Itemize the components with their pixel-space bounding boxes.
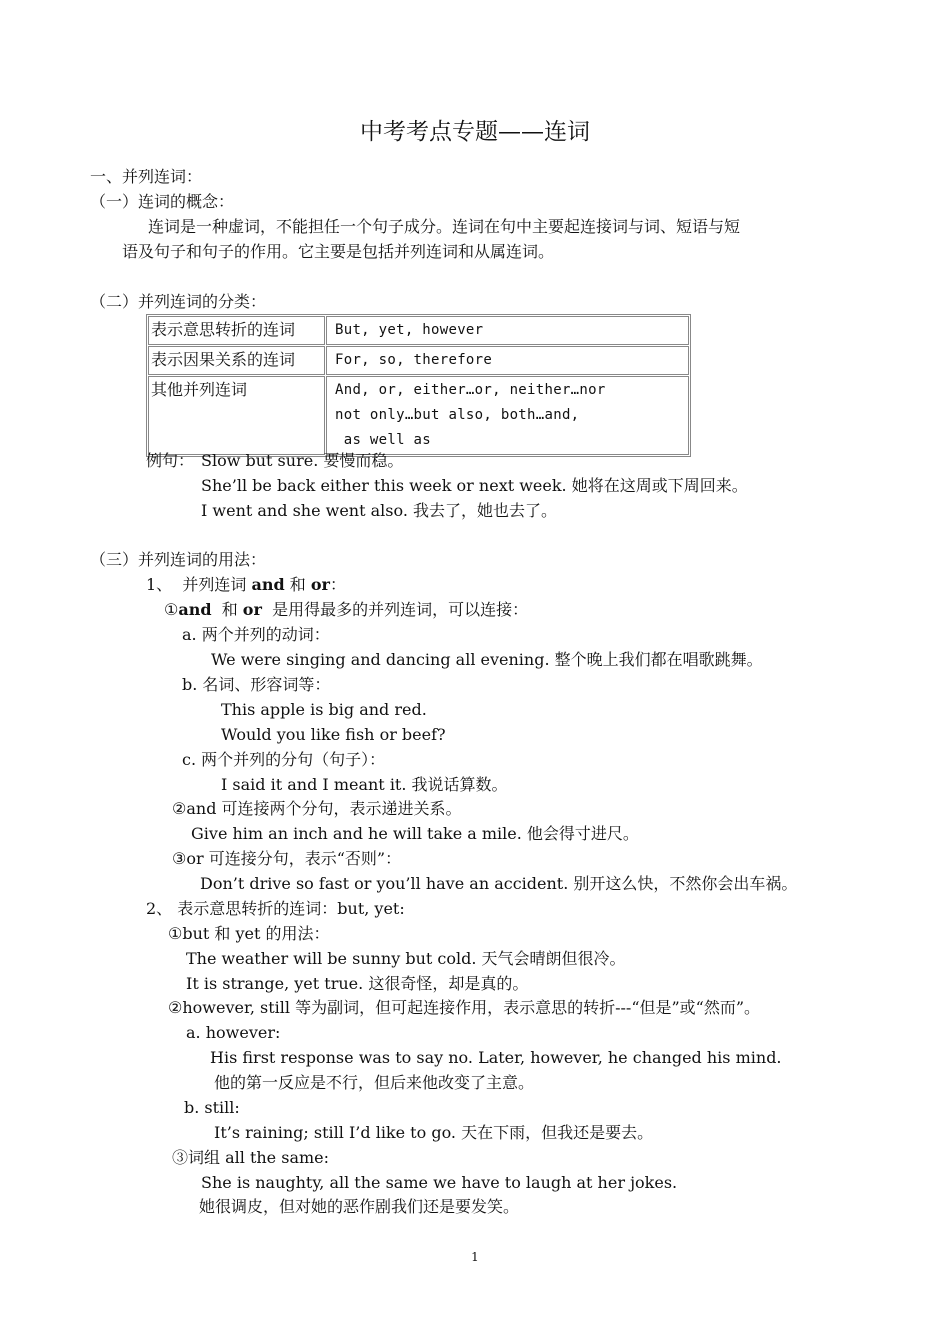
usage-point-2c-example-1: She is naughty, all the same we have to laugh at her jokes. xyxy=(201,1173,678,1192)
item-however-example-1: His first response was to say no. Later, however, he changed his mind. xyxy=(210,1048,782,1067)
subsection-heading-usage: （三）并列连词的用法： xyxy=(90,550,267,569)
item-b-label: b. 名词、形容词等： xyxy=(182,675,331,694)
usage-point-2c-example-2: 她很调皮，但对她的恶作剧我们还是要发笑。 xyxy=(199,1197,520,1216)
usage-point-1b-example: Give him an inch and he will take a mile. 他会得寸进尺。 xyxy=(191,824,639,843)
usage-point-1a: ①and 和 or 是用得最多的并列连词，可以连接： xyxy=(164,600,529,619)
item-however-label: a. however: xyxy=(186,1023,281,1042)
table-word-line: not only…but also, both…and, xyxy=(335,407,580,423)
item-c-label: c. 两个并列的分句（句子）： xyxy=(182,750,386,769)
usage-point-2a-example-2: It is strange, yet true. 这很奇怪，却是真的。 xyxy=(186,974,529,993)
example-sentence-2: She’ll be back either this week or next week. 她将在这周或下周回来。 xyxy=(201,476,748,495)
item-however-example-2: 他的第一反应是不行，但后来他改变了主意。 xyxy=(214,1073,535,1092)
usage-point-1: 1、 并列连词 and 和 or： xyxy=(146,575,346,594)
example-sentence-3: I went and she went also. 我去了，她也去了。 xyxy=(201,501,558,520)
usage-point-1c: ③or 可连接分句，表示“否则”： xyxy=(172,849,402,868)
item-a-label: a. 两个并列的动词： xyxy=(182,625,330,644)
subsection-heading-concept: （一）连词的概念： xyxy=(90,192,235,211)
conjunction-classification-table xyxy=(146,314,691,457)
item-c-example: I said it and I meant it. 我说话算数。 xyxy=(221,775,508,794)
item-still-label: b. still: xyxy=(184,1098,240,1117)
item-b-example-1: This apple is big and red. xyxy=(221,700,427,719)
table-row xyxy=(148,376,689,455)
example-sentence-1: Slow but sure. 要慢而稳。 xyxy=(201,451,404,470)
table-cell-category: 其他并列连词 xyxy=(148,376,325,455)
table-word-line: But, yet, however xyxy=(335,322,484,338)
example-label: 例句： xyxy=(146,451,195,470)
usage-point-2b: ②however, still 等为副词，但可起连接作用，表示意思的转折---“但是”或“然而”。 xyxy=(168,998,761,1017)
table-cell-category: 表示因果关系的连词 xyxy=(148,346,325,375)
item-a-example: We were singing and dancing all evening. 整个晚上我们都在唱歌跳舞。 xyxy=(211,650,763,669)
table-row xyxy=(148,316,689,345)
usage-point-1c-example: Don’t drive so fast or you’ll have an accident. 别开这么快，不然你会出车祸。 xyxy=(200,874,798,893)
concept-text-line-1: 连词是一种虚词，不能担任一个句子成分。连词在句中主要起连接词与词、短语与短 xyxy=(148,217,741,236)
item-still-example: It’s raining; still I’d like to go. 天在下雨，但我还是要去。 xyxy=(214,1123,654,1142)
usage-point-2a-example-1: The weather will be sunny but cold. 天气会晴朗但很冷。 xyxy=(186,949,626,968)
usage-point-1b: ②and 可连接两个分句，表示递进关系。 xyxy=(172,799,462,818)
table-word-line: For, so, therefore xyxy=(335,352,493,368)
table-cell-words xyxy=(326,376,689,455)
page-number: 1 xyxy=(471,1250,479,1264)
table-row xyxy=(148,346,689,375)
item-b-example-2: Would you like fish or beef? xyxy=(221,725,446,744)
table-word-line: as well as xyxy=(335,432,432,448)
table-cell-words xyxy=(326,346,689,375)
usage-point-2c: ③词组 all the same: xyxy=(172,1148,330,1167)
table-cell-words xyxy=(326,316,689,345)
table-word-line: And, or, either…or, neither…nor xyxy=(335,382,606,398)
subsection-heading-classification: （二）并列连词的分类： xyxy=(90,292,267,311)
usage-point-2: 2、 表示意思转折的连词：but, yet: xyxy=(146,899,405,918)
section-heading-coordinating-conjunctions: 一、并列连词： xyxy=(90,167,203,186)
table-cell-category: 表示意思转折的连词 xyxy=(148,316,325,345)
concept-text-line-2: 语及句子和句子的作用。它主要是包括并列连词和从属连词。 xyxy=(122,242,555,261)
usage-point-2a: ①but 和 yet 的用法： xyxy=(168,924,330,943)
page-title: 中考考点专题——连词 xyxy=(360,119,590,145)
